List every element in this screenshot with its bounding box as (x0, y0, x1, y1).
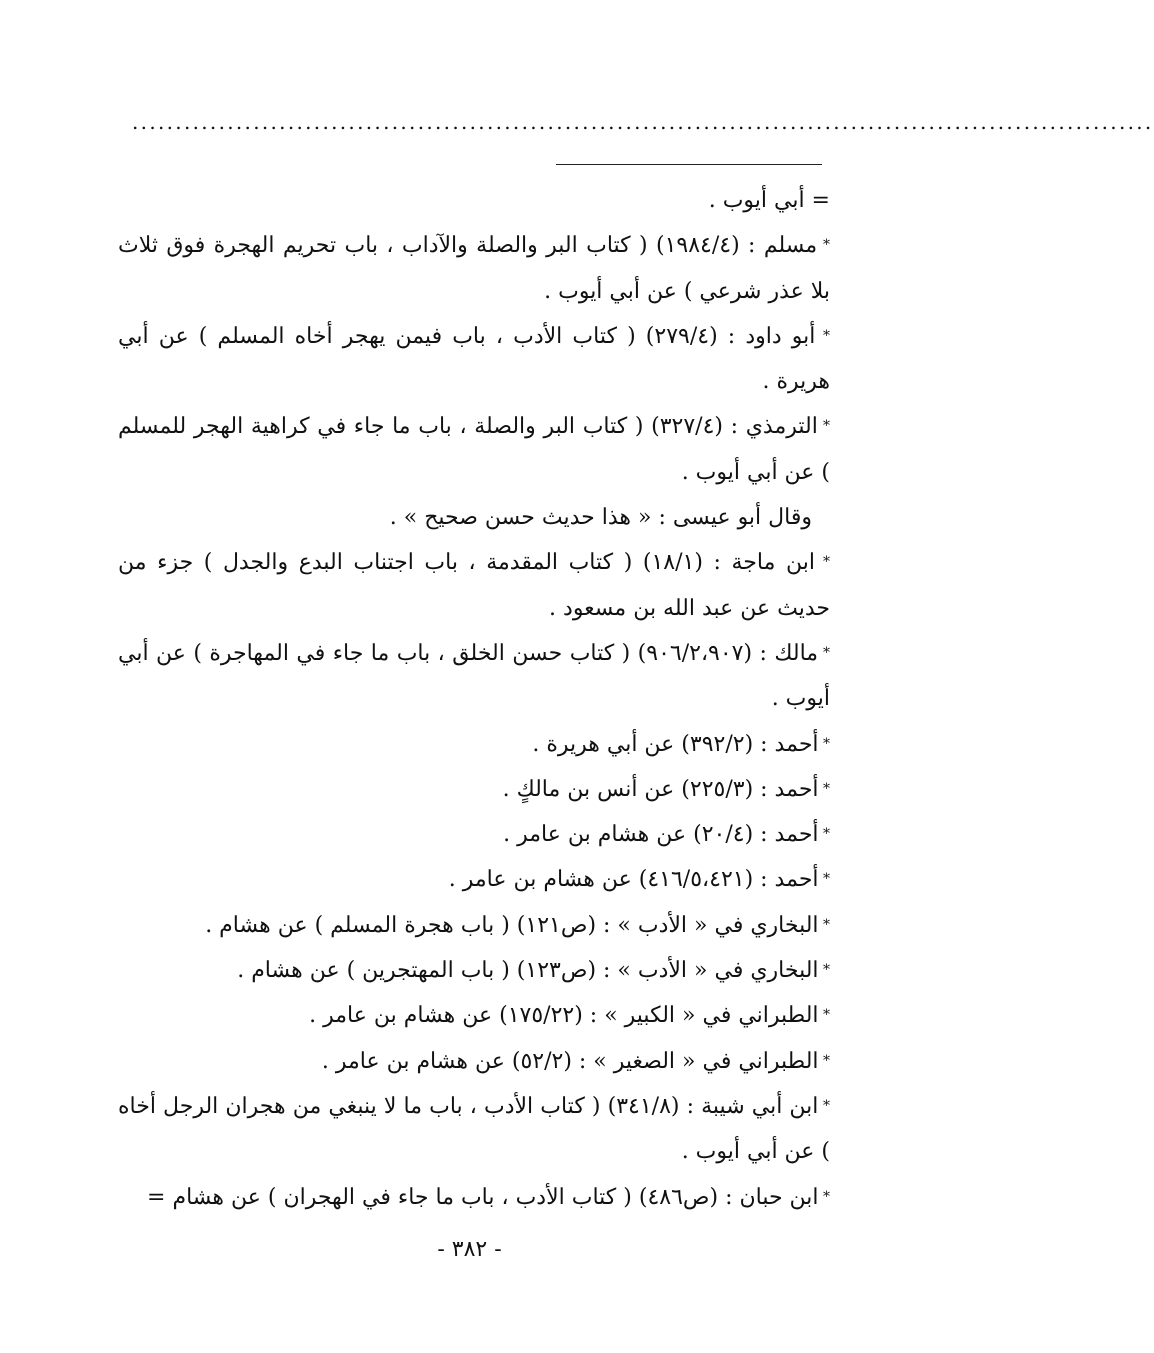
tirmidhi-comment: وقال أبو عيسى : « هذا حديث حسن صحيح » . (389, 505, 812, 531)
page-number: - ٣٨٢ - (437, 1237, 502, 1262)
footnote-rule (556, 164, 822, 165)
citation-ibn-abi-shaybah: * ابن أبي شيبة : (٣٤١/٨) ( كتاب الأدب ، باب ما لا ينبغي من هجران الرجل أخاه ) عن أبي أيوب . (118, 1084, 830, 1175)
citation-muslim: * مسلم : (١٩٨٤/٤) ( كتاب البر والصلة والآداب ، باب تحريم الهجرة فوق ثلاث بلا عذر شرعي ) عن أبي أيوب . (118, 223, 830, 314)
citation-ibn-hibban: * ابن حبان : (ص٤٨٦) ( كتاب الأدب ، باب ما جاء في الهجران ) عن هشام = (118, 1175, 830, 1220)
citation-ahmad-2: * أحمد : (٢٢٥/٣) عن أنس بن مالكٍ . (118, 767, 830, 812)
dotted-separator: ...................................................................................................................... (132, 110, 1154, 134)
citation-ahmad-1: * أحمد : (٣٩٢/٢) عن أبي هريرة . (118, 722, 830, 767)
citation-bukhari-2: * البخاري في « الأدب » : (ص١٢٣) ( باب المهتجرين ) عن هشام . (118, 948, 830, 993)
citation-malik: * مالك : (٩٠٦/٢،٩٠٧) ( كتاب حسن الخلق ، باب ما جاء في المهاجرة ) عن أبي أيوب . (118, 631, 830, 722)
continuation-line: = أبي أيوب . (708, 188, 830, 213)
citation-tabarani-1: * الطبراني في « الكبير » : (١٧٥/٢٢) عن هشام بن عامر . (118, 993, 830, 1038)
citation-bukhari-1: * البخاري في « الأدب » : (ص١٢١) ( باب هجرة المسلم ) عن هشام . (118, 903, 830, 948)
citation-ibn-majah: * ابن ماجة : (١٨/١) ( كتاب المقدمة ، باب اجتناب البدع والجدل ) جزء من حديث عن عبد الله بن مسعود . (118, 540, 830, 631)
citation-abu-dawud: * أبو داود : (٢٧٩/٤) ( كتاب الأدب ، باب فيمن يهجر أخاه المسلم ) عن أبي هريرة . (118, 314, 830, 405)
citation-ahmad-4: * أحمد : (٤١٦/٥،٤٢١) عن هشام بن عامر . (118, 857, 830, 902)
citation-ahmad-3: * أحمد : (٢٠/٤) عن هشام بن عامر . (118, 812, 830, 857)
citation-tirmidhi: * الترمذي : (٣٢٧/٤) ( كتاب البر والصلة ، باب ما جاء في كراهية الهجر للمسلم ) عن أبي أيوب . (118, 404, 830, 495)
footnote-body (118, 178, 830, 1220)
citation-tabarani-2: * الطبراني في « الصغير » : (٥٢/٢) عن هشام بن عامر . (118, 1039, 830, 1084)
